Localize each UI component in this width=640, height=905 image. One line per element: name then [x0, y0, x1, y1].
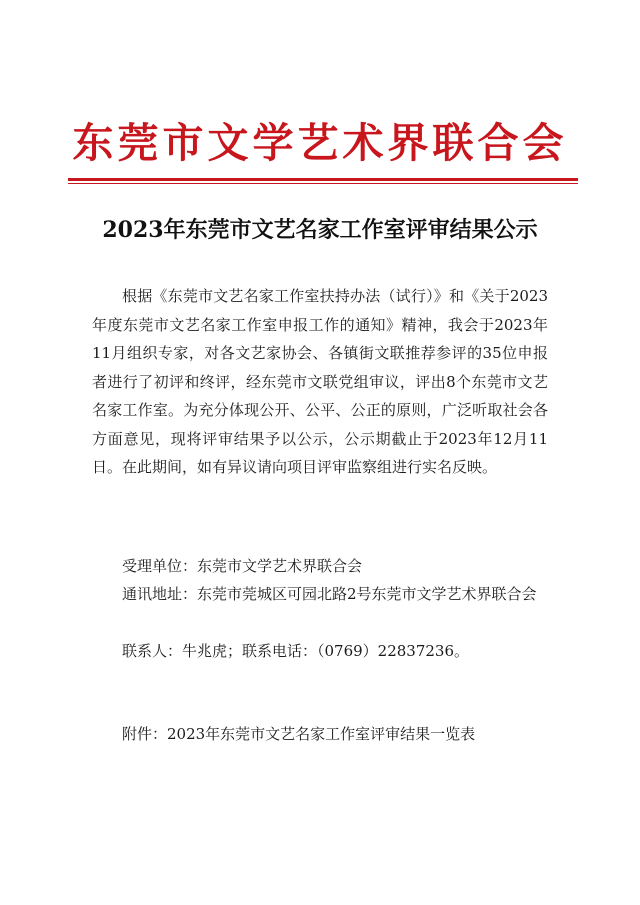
receiving-unit: 受理单位：东莞市文学艺术界联合会 — [122, 557, 363, 575]
main-paragraph: 根据《东莞市文艺名家工作室扶持办法（试行）》和《关于2023年度东莞市文艺名家工作室申报工作的通知》精神，我会于2023年11月组织专家，对各文艺家协会、各镇街文联推荐参评的35位申报者进行了初评和终评，经东莞市文联党组审议，评出8个东莞市文艺名家工作室。为充分体现公开、公平、公正的原则，广泛听取社会各方面意见，现将评审结果予以公示，公示期截止于2023年12月11日。在此期间，如有异议请向项目评审监察组进行实名反映。 — [92, 287, 548, 476]
letterhead-rule-thin — [68, 183, 578, 184]
contact-info: 联系人：牛兆虎；联系电话：（0769）22837236。 — [122, 642, 470, 660]
letterhead-rule-thick — [68, 178, 578, 181]
mailing-address: 通讯地址：东莞市莞城区可园北路2号东莞市文学艺术界联合会 — [122, 585, 537, 603]
attachment-note: 附件：2023年东莞市文艺名家工作室评审结果一览表 — [122, 725, 476, 743]
letterhead-org-name: 东莞市文学艺术界联合会 — [72, 119, 568, 167]
document-title: 2023年东莞市文艺名家工作室评审结果公示 — [102, 217, 538, 243]
